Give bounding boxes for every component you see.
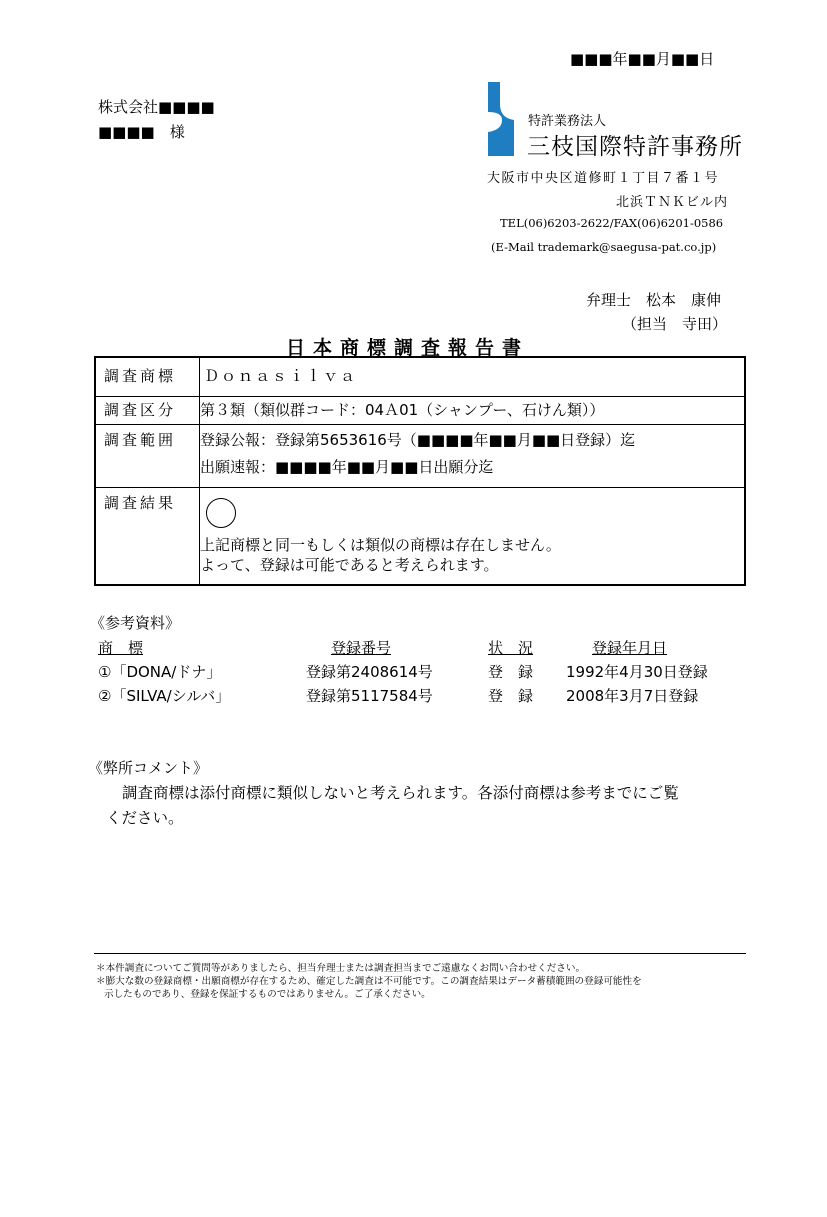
column-header-status: 状 況 [488, 639, 534, 657]
table-row [96, 488, 744, 584]
firm-email: (E-Mail trademark@saegusa-pat.co.jp) [491, 240, 717, 254]
survey-table [94, 356, 746, 586]
survey-range-line2: 出願速報：■■■■年■■月■■日出願分迄 [200, 458, 494, 476]
column-header-date: 登録年月日 [592, 639, 668, 657]
survey-class: 第３類（類似群コード：04Ａ01（シャンプー、石けん類）） [200, 401, 605, 419]
firm-tel-fax: TEL(06)6203-2622/FAX(06)6201-0586 [500, 216, 724, 230]
firm-name: 三枝国際特許事務所 [527, 134, 743, 160]
references-heading: 《参考資料》 [90, 614, 181, 632]
reference-number: 登録第2408614号 [306, 663, 433, 681]
table-row [96, 397, 744, 425]
survey-result-line2: よって、登録は可能であると考えられます。 [200, 556, 499, 574]
note-line3: 示したものであり、登録を保証するものではありません。ご了承ください。 [104, 989, 431, 1000]
table-row [96, 358, 744, 397]
document-date: ■■■年■■月■■日 [570, 50, 715, 68]
firm-address-line2: 北浜ＴＮＫビル内 [616, 195, 729, 210]
reference-status: 登 録 [488, 663, 534, 681]
survey-range-line1: 登録公報：登録第5653616号（■■■■年■■月■■日登録）迄 [200, 431, 636, 449]
reference-mark: ②「SILVA/シルバ」 [98, 687, 231, 705]
report-title: 日本商標調査報告書 [286, 337, 530, 359]
note-line2: ＊膨大な数の登録商標・出願商標が存在するため、確定した調査は不可能です。この調査結果はデータ蓄積範囲の登録可能性を [96, 976, 642, 987]
reference-date: 2008年3月7日登録 [566, 687, 699, 705]
survey-result-line1: 上記商標と同一もしくは類似の商標は存在しません。 [200, 536, 561, 554]
row-label: 調査結果 [96, 488, 200, 584]
row-label: 調査区分 [96, 397, 200, 424]
row-label: 調査範囲 [96, 425, 200, 487]
comment-line2: ください。 [106, 809, 184, 827]
reference-mark: ①「DONA/ドナ」 [98, 663, 222, 681]
reference-date: 1992年4月30日登録 [566, 663, 708, 681]
notes-divider [94, 953, 746, 954]
recipient-company: 株式会社■■■■ [98, 98, 215, 116]
attorney-name: 弁理士 松本 康伸 [586, 291, 722, 309]
result-circle-mark [206, 498, 236, 528]
surveyed-mark: Ｄｏｎａｓｉｌｖａ [204, 367, 358, 385]
table-row [96, 425, 744, 488]
row-label: 調査商標 [96, 358, 200, 396]
column-header-number: 登録番号 [331, 639, 392, 657]
reference-number: 登録第5117584号 [306, 687, 433, 705]
attorney-contact: （担当 寺田） [622, 315, 728, 333]
comment-heading: 《弊所コメント》 [88, 759, 209, 777]
reference-status: 登 録 [488, 687, 534, 705]
firm-logo-icon [486, 82, 516, 156]
column-header-mark: 商 標 [98, 639, 144, 657]
comment-line1: 調査商標は添付商標に類似しないと考えられます。各添付商標は参考までにご覧 [122, 784, 679, 802]
firm-subtitle: 特許業務法人 [528, 114, 607, 129]
recipient-name: ■■■■ 様 [98, 123, 185, 141]
note-line1: ＊本件調査についてご質問等がありましたら、担当弁理士または調査担当までご遠慮なくお問い合わせください。 [96, 963, 586, 974]
firm-address-line1: 大阪市中央区道修町１丁目７番１号 [487, 171, 720, 186]
